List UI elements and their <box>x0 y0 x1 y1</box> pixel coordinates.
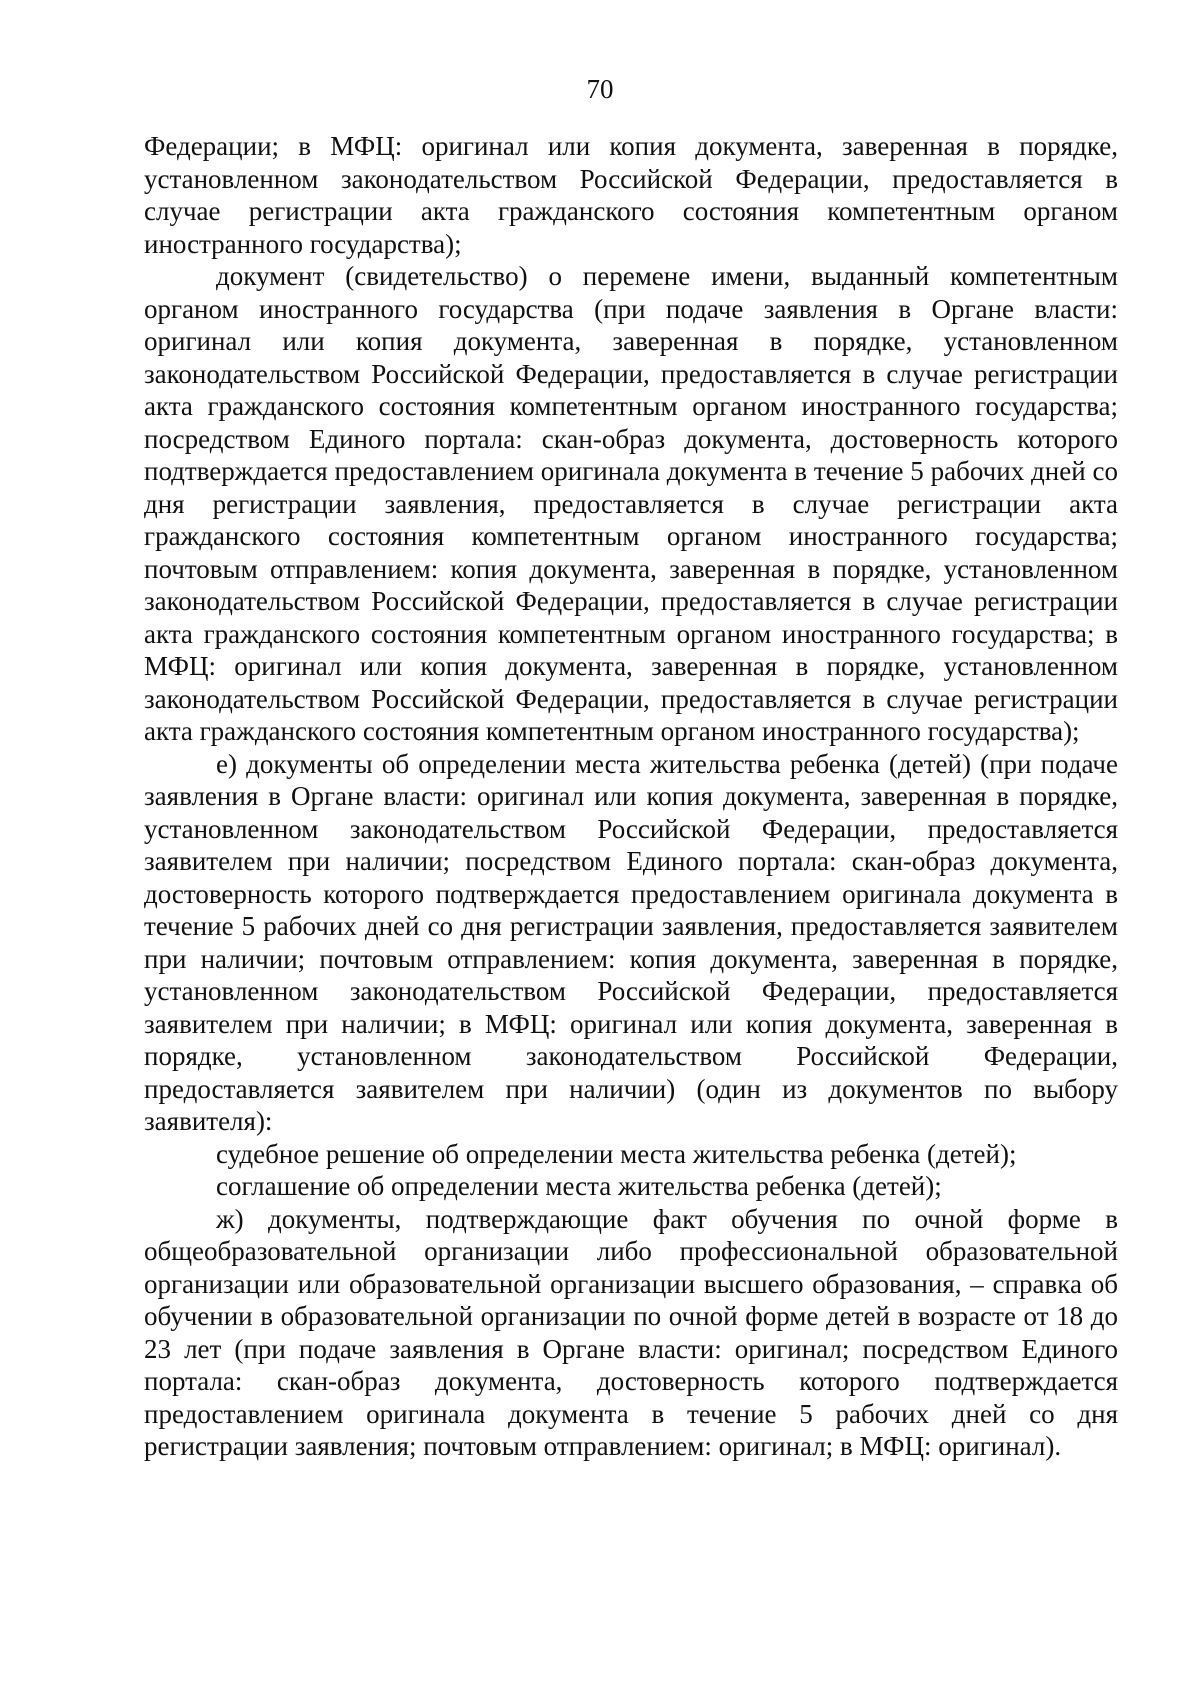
paragraph-court-decision: судебное решение об определении места жительства ребенка (детей); <box>216 1138 1017 1169</box>
page-number: 70 <box>586 74 614 104</box>
paragraph-agreement: соглашение об определении места жительства ребенка (детей); <box>216 1171 942 1201</box>
paragraph-continuation: Федерации; в МФЦ: оригинал или копия документа, заверенная в порядке, установленном законодательством Российской Федерации, предоставляется в случае регистрации акта гражданского состояния компетентным органом иностранного государства); <box>144 131 1118 259</box>
paragraph-name-change-certificate: документ (свидетельство) о перемене имени, выданный компетентным органом иностранного государства (при подаче заявления в Органе власти: оригинал или копия документа, заверенная в порядке, установленном законодательством Российской Федерации, предоставляется в случае регистрации акта гражданского состояния компетентным органом иностранного государства; посредством Единого портала: скан-образ документа, достоверность которого подтверждается предоставлением оригинала документа в течение 5 рабочих дней со дня регистрации заявления, предоставляется в случае регистрации акта гражданского состояния компетентным органом иностранного государства; почтовым отправлением: копия документа, заверенная в порядке, установленном законодательством Российской Федерации, предоставляется в случае регистрации акта гражданского состояния компетентным органом иностранного государства; в МФЦ: оригинал или копия документа, заверенная в порядке, установленном законодательством Российской Федерации, предоставляется в случае регистрации акта гражданского состояния компетентным органом иностранного государства); <box>144 261 1118 746</box>
paragraph-item-zh: ж) документы, подтверждающие факт обучения по очной форме в общеобразовательной организации либо профессиональной образовательной организации или образовательной организации высшего образования, – справка об обучении в образовательной организации по очной форме детей в возрасте от 18 до 23 лет (при подаче заявления в Органе власти: оригинал; посредством Единого портала: скан-образ документа, достоверность которого подтверждается предоставлением оригинала документа в течение 5 рабочих дней со дня регистрации заявления; почтовым отправлением: оригинал; в МФЦ: оригинал). <box>144 1203 1118 1461</box>
paragraph-item-e: е) документы об определении места жительства ребенка (детей) (при подаче заявления в Органе власти: оригинал или копия документа, заверенная в порядке, установленном законодательством Российской Федерации, предоставляется заявителем при наличии; посредством Единого портала: скан-образ документа, достоверность которого подтверждается предоставлением оригинала документа в течение 5 рабочих дней со дня регистрации заявления, предоставляется заявителем при наличии; почтовым отправлением: копия документа, заверенная в порядке, установленном законодательством Российской Федерации, предоставляется заявителем при наличии; в МФЦ: оригинал или копия документа, заверенная в порядке, установленном законодательством Российской Федерации, предоставляется заявителем при наличии) (один из документов по выбору заявителя): <box>144 748 1118 1136</box>
document-body <box>144 130 1118 1463</box>
